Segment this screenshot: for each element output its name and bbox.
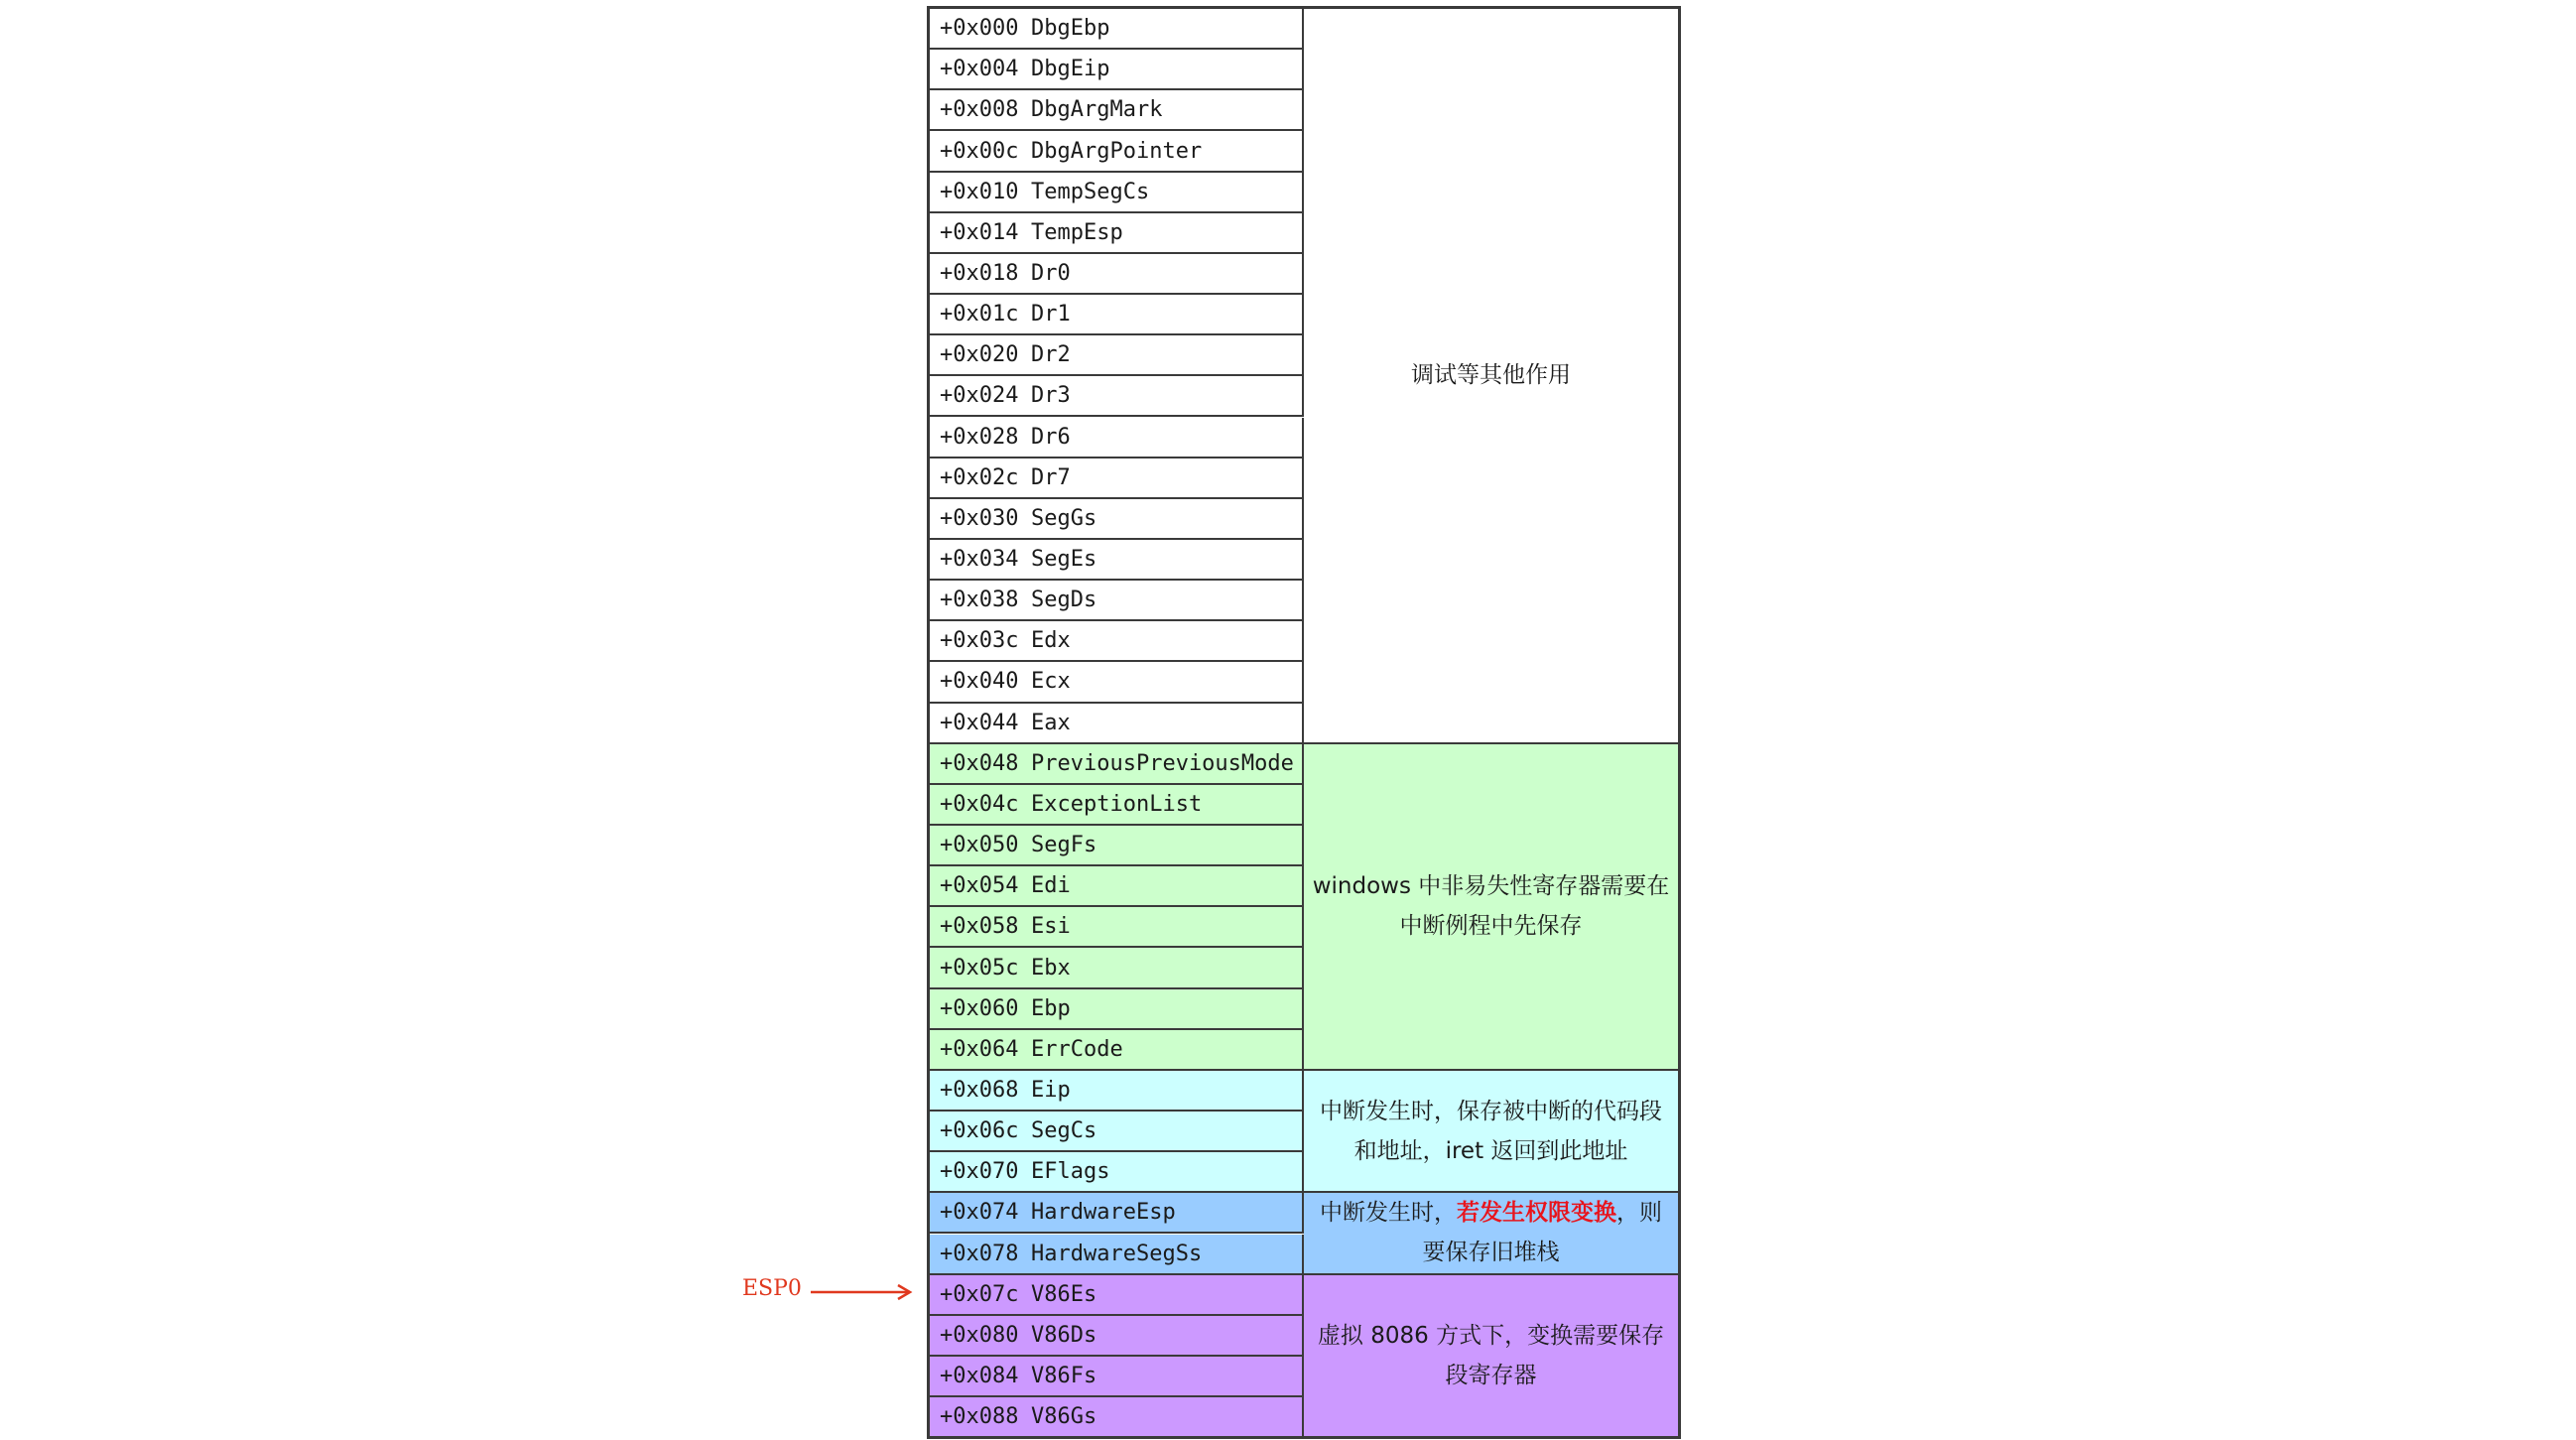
field-name: Esi [1031, 914, 1071, 940]
field-rows [930, 9, 1304, 1436]
field-name: PreviousPreviousMode [1031, 750, 1294, 776]
field-row [930, 540, 1304, 581]
field-row [930, 131, 1304, 172]
field-row [930, 1397, 1304, 1438]
field-name: Edi [1031, 873, 1071, 899]
field-row [930, 458, 1304, 499]
field-row [930, 1275, 1304, 1316]
group-nonvolatile-text: windows 中非易失性寄存器需要在中断例程中先保存 [1312, 873, 1670, 940]
field-row [930, 376, 1304, 417]
field-offset: +0x024 [940, 383, 1019, 409]
group-privilege [1304, 1193, 1678, 1274]
field-name: Ebp [1031, 995, 1071, 1021]
field-row [930, 1316, 1304, 1357]
field-row [930, 581, 1304, 621]
field-offset: +0x048 [940, 750, 1019, 776]
field-name: SegGs [1031, 505, 1097, 531]
field-name: HardwareEsp [1031, 1200, 1176, 1226]
field-offset: +0x000 [940, 16, 1019, 42]
field-offset: +0x040 [940, 669, 1019, 695]
field-row [930, 866, 1304, 907]
field-offset: +0x054 [940, 873, 1019, 899]
group-privilege-highlight: 若发生权限变换 [1457, 1200, 1616, 1227]
field-offset: +0x038 [940, 588, 1019, 613]
field-row [930, 335, 1304, 376]
field-offset: +0x070 [940, 1159, 1019, 1185]
field-name: DbgEbp [1031, 16, 1110, 42]
field-row [930, 826, 1304, 866]
field-offset: +0x06c [940, 1118, 1019, 1144]
field-name: Dr6 [1031, 424, 1071, 450]
field-offset: +0x010 [940, 179, 1019, 204]
group-debug [1304, 9, 1678, 744]
field-name: Dr2 [1031, 342, 1071, 368]
field-offset: +0x050 [940, 833, 1019, 858]
field-row [930, 948, 1304, 988]
field-name: Eip [1031, 1077, 1071, 1103]
field-name: Dr0 [1031, 260, 1071, 286]
field-name: TempEsp [1031, 219, 1123, 245]
field-row [930, 1357, 1304, 1397]
field-row [930, 50, 1304, 90]
esp0-label: ESP0 [742, 1276, 802, 1302]
field-offset: +0x074 [940, 1200, 1019, 1226]
field-row [930, 907, 1304, 948]
field-name: SegEs [1031, 547, 1097, 572]
field-offset: +0x00c [940, 138, 1019, 164]
ktrap-frame-table [927, 6, 1681, 1439]
field-offset: +0x034 [940, 547, 1019, 572]
field-name: V86Es [1031, 1281, 1097, 1307]
field-name: DbgArgPointer [1031, 138, 1203, 164]
group-v86-text: 虚拟 8086 方式下，变换需要保存段寄存器 [1317, 1322, 1665, 1388]
field-offset: +0x014 [940, 219, 1019, 245]
field-offset: +0x04c [940, 791, 1019, 817]
field-name: EFlags [1031, 1159, 1110, 1185]
group-debug-text: 调试等其他作用 [1411, 362, 1571, 389]
field-offset: +0x068 [940, 1077, 1019, 1103]
field-offset: +0x03c [940, 628, 1019, 654]
field-name: V86Ds [1031, 1322, 1097, 1348]
field-row [930, 295, 1304, 335]
field-offset: +0x020 [940, 342, 1019, 368]
field-offset: +0x078 [940, 1241, 1019, 1266]
field-offset: +0x05c [940, 955, 1019, 981]
field-name: Dr3 [1031, 383, 1071, 409]
field-name: Edx [1031, 628, 1071, 654]
field-name: DbgEip [1031, 57, 1110, 82]
field-name: SegDs [1031, 588, 1097, 613]
field-row [930, 1193, 1304, 1234]
field-offset: +0x008 [940, 97, 1019, 123]
field-offset: +0x058 [940, 914, 1019, 940]
field-offset: +0x080 [940, 1322, 1019, 1348]
field-name: Eax [1031, 710, 1071, 735]
field-row [930, 1235, 1304, 1275]
field-offset: +0x01c [940, 302, 1019, 327]
esp0-arrow-icon [809, 1277, 918, 1307]
field-row [930, 499, 1304, 540]
field-name: TempSegCs [1031, 179, 1150, 204]
field-row [930, 9, 1304, 50]
field-name: DbgArgMark [1031, 97, 1163, 123]
field-row [930, 173, 1304, 213]
field-name: Ecx [1031, 669, 1071, 695]
field-name: Dr1 [1031, 302, 1071, 327]
field-name: SegCs [1031, 1118, 1097, 1144]
field-offset: +0x004 [940, 57, 1019, 82]
field-offset: +0x084 [940, 1364, 1019, 1388]
field-name: V86Fs [1031, 1364, 1097, 1388]
field-row [930, 662, 1304, 703]
group-interrupt [1304, 1071, 1678, 1193]
field-row [930, 621, 1304, 662]
field-row [930, 418, 1304, 458]
field-offset: +0x064 [940, 1036, 1019, 1062]
field-row [930, 1071, 1304, 1112]
field-name: ExceptionList [1031, 791, 1203, 817]
field-offset: +0x060 [940, 995, 1019, 1021]
field-row [930, 989, 1304, 1030]
field-row [930, 1112, 1304, 1152]
group-nonvolatile [1304, 744, 1678, 1071]
field-row [930, 785, 1304, 826]
group-privilege-text-before: 中断发生时， [1320, 1200, 1457, 1227]
group-privilege-text-after: ，则要保存旧堆栈 [1422, 1200, 1662, 1266]
field-row [930, 90, 1304, 131]
field-row [930, 744, 1304, 785]
field-row [930, 254, 1304, 295]
field-offset: +0x030 [940, 505, 1019, 531]
group-interrupt-text: 中断发生时，保存被中断的代码段和地址，iret 返回到此地址 [1320, 1098, 1662, 1164]
field-offset: +0x07c [940, 1281, 1019, 1307]
field-offset: +0x044 [940, 710, 1019, 735]
group-privilege-text [1312, 1193, 1670, 1272]
field-name: V86Gs [1031, 1404, 1097, 1430]
field-name: HardwareSegSs [1031, 1241, 1203, 1266]
field-name: ErrCode [1031, 1036, 1123, 1062]
field-offset: +0x088 [940, 1404, 1019, 1430]
field-offset: +0x018 [940, 260, 1019, 286]
field-row [930, 704, 1304, 744]
field-name: SegFs [1031, 833, 1097, 858]
field-offset: +0x02c [940, 464, 1019, 490]
group-v86 [1304, 1275, 1678, 1439]
field-name: Dr7 [1031, 464, 1071, 490]
field-offset: +0x028 [940, 424, 1019, 450]
field-name: Ebx [1031, 955, 1071, 981]
field-row [930, 1030, 1304, 1071]
field-row [930, 1152, 1304, 1193]
field-row [930, 213, 1304, 254]
